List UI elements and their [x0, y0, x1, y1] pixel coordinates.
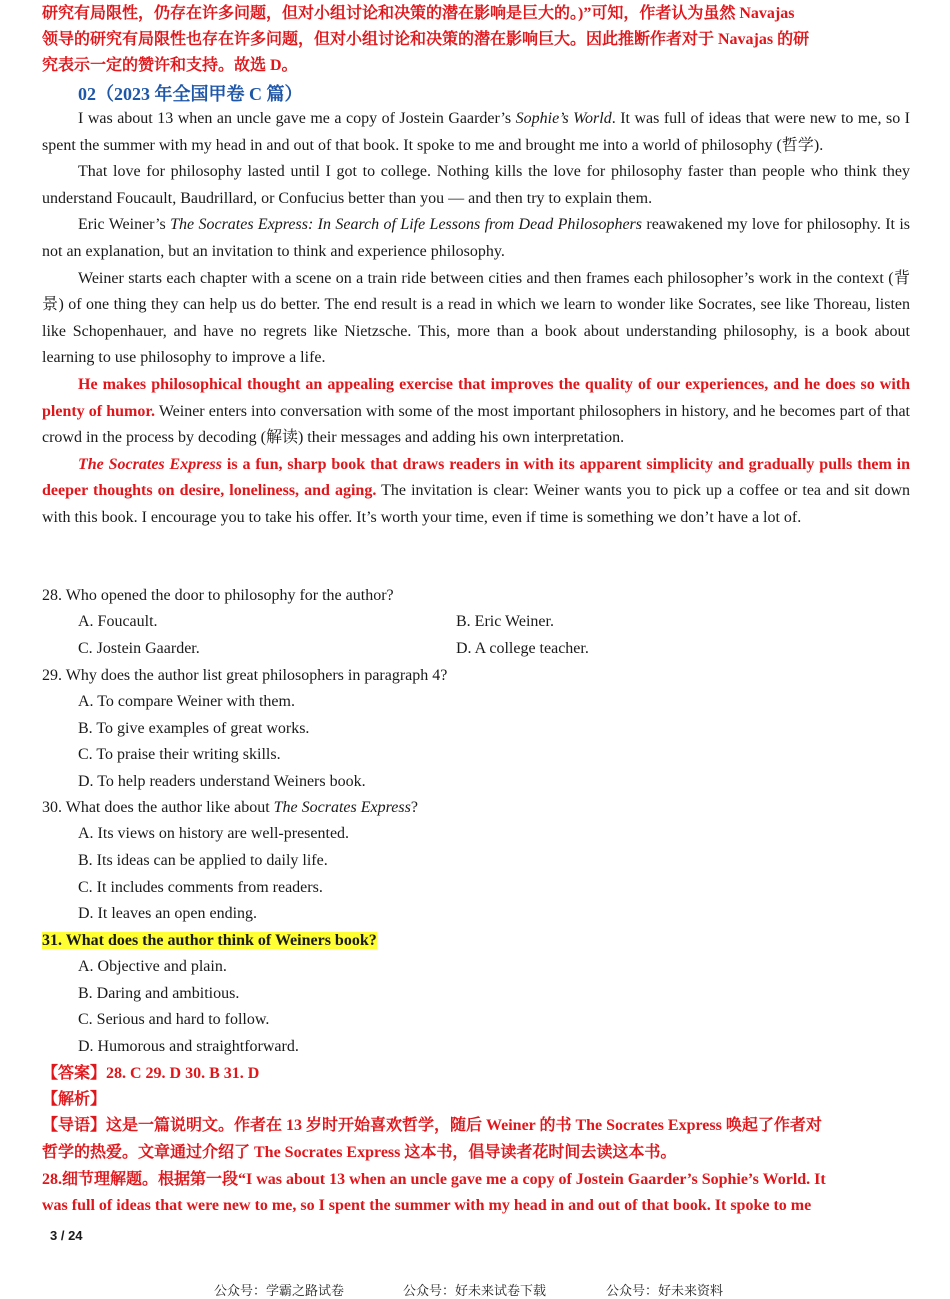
paragraph-4: Weiner starts each chapter with a scene on a train ride between cities and then frames each philosopher’s work in the context (背景) of one thing they can help us do better. The end result is a read in which we learn to wonder like Socrates, see like Thoreau, listen like Schopenhauer, and have no regrets like Nietzsche. This, more than a book about understanding philosophy, is a book about learning to use philosophy to improve a life.	[42, 269, 911, 367]
option-31b: B. Daring and ambitious.	[78, 985, 240, 1002]
highlighted-sentence: He makes philosophical thought an appealing exercise that improves the quality of our experiences, and he does so with plenty of humor.	[42, 375, 910, 420]
footer-item-1: 公众号：学霸之路试卷	[214, 1284, 345, 1299]
book-title: The Socrates Express	[273, 799, 411, 816]
header-line-2: 领导的研究有局限性也存在许多问题，但对小组讨论和决策的潜在影响巨大。因此推断作者对于 Navajas 的研	[42, 31, 810, 48]
question-31	[42, 928, 377, 954]
book-title: The Socrates Express	[78, 455, 223, 473]
option-28c: C. Jostein Gaarder.	[78, 640, 200, 657]
highlighted-sentence: is a fun, sharp book that draws readers in with its apparent simplicity and gradually pulls them in deeper thoughts on desire, loneliness, and aging.	[42, 455, 911, 500]
option-28a: A. Foucault.	[78, 613, 158, 630]
question-28: 28. Who opened the door to philosophy for the author?	[42, 587, 394, 604]
option-29a: A. To compare Weiner with them.	[78, 693, 295, 710]
paragraph-5: He makes philosophical thought an appealing exercise that improves the quality of our experiences, and he does so with plenty of humor. Weiner enters into conversation with some of the most important philosophers in history, and he becomes part of that crowd in the process by decoding (解读) their messages and adding his own interpretation.	[42, 375, 910, 447]
analysis-label: 【解析】	[42, 1091, 107, 1108]
question-30: 30. What does the author like about The Socrates Express?	[42, 799, 418, 816]
option-28b: B. Eric Weiner.	[456, 613, 554, 630]
option-31c: C. Serious and hard to follow.	[78, 1011, 270, 1028]
option-28d: D. A college teacher.	[456, 640, 589, 657]
guide-line-2: 哲学的热爱。文章通过介绍了 The Socrates Express 这本书，倡导读者花时间去读这本书。	[42, 1144, 677, 1161]
passage	[42, 106, 910, 532]
option-30c: C. It includes comments from readers.	[78, 879, 323, 896]
paragraph-6: The Socrates Express is a fun, sharp book that draws readers in with its apparent simplicity and gradually pulls them in deeper thoughts on desire, loneliness, and aging. The invitation is clear: Weiner wants you to pick up a coffee or tea and sit down with this book. I encourage you to take his offer. It’s worth your time, even if time is something we don’t have a lot of.	[42, 455, 911, 526]
footer-item-3: 公众号：好未来资料	[606, 1284, 724, 1299]
footer-item-2: 公众号：好未来试卷下载	[403, 1284, 547, 1299]
highlighted-question: 31. What does the author think of Weiners book?	[42, 932, 377, 949]
section-title: 02（2023 年全国甲卷 C 篇）	[78, 84, 303, 104]
option-29d: D. To help readers understand Weiners book.	[78, 773, 366, 790]
paragraph-2: That love for philosophy lasted until I got to college. Nothing kills the love for philosophy faster than people who think they understand Foucault, Baudrillard, or Confucius better than you — and then try to explain them.	[42, 163, 910, 207]
option-30a: A. Its views on history are well-presented.	[78, 825, 350, 842]
detail-line-1: 28.细节理解题。根据第一段“I was about 13 when an uncle gave me a copy of Jostein Gaarder’s Sophie’s World. It	[42, 1171, 826, 1188]
detail-line-2: was full of ideas that were new to me, so I spent the summer with my head in and out of that book. It spoke to me	[42, 1197, 812, 1214]
paragraph-3: Eric Weiner’s The Socrates Express: In Search of Life Lessons from Dead Philosophers reawakened my love for philosophy. It is not an explanation, but an invitation to think and experience philosophy.	[42, 216, 911, 260]
option-30b: B. Its ideas can be applied to daily life.	[78, 852, 328, 869]
option-30d: D. It leaves an open ending.	[78, 905, 258, 922]
question-29: 29. Why does the author list great philosophers in paragraph 4?	[42, 667, 448, 684]
option-29c: C. To praise their writing skills.	[78, 746, 281, 763]
guide-line-1: 【导语】这是一篇说明文。作者在 13 岁时开始喜欢哲学，随后 Weiner 的书 The Socrates Express 唤起了作者对	[42, 1117, 822, 1134]
option-31a: A. Objective and plain.	[78, 958, 227, 975]
header-line-1: 研究有局限性，仍存在许多问题，但对小组讨论和决策的潜在影响是巨大的。)”可知，作者认为虽然 Navajas	[42, 5, 795, 22]
book-title: The Socrates Express: In Search of Life Lessons from Dead Philosophers	[170, 216, 643, 234]
paragraph-1: I was about 13 when an uncle gave me a copy of Jostein Gaarder’s Sophie’s World. It was full of ideas that were new to me, so I spent the summer with my head in and out of that book. It spoke to me and brought me into a world of philosophy (哲学).	[42, 110, 911, 154]
option-29b: B. To give examples of great works.	[78, 720, 310, 737]
option-31d: D. Humorous and straightforward.	[78, 1038, 299, 1055]
answer-key: 【答案】28. C 29. D 30. B 31. D	[42, 1065, 260, 1082]
header-line-3: 究表示一定的赞许和支持。故选 D。	[42, 57, 298, 74]
book-title: Sophie’s World	[515, 110, 612, 127]
page-number: 3 / 24	[50, 1228, 83, 1243]
